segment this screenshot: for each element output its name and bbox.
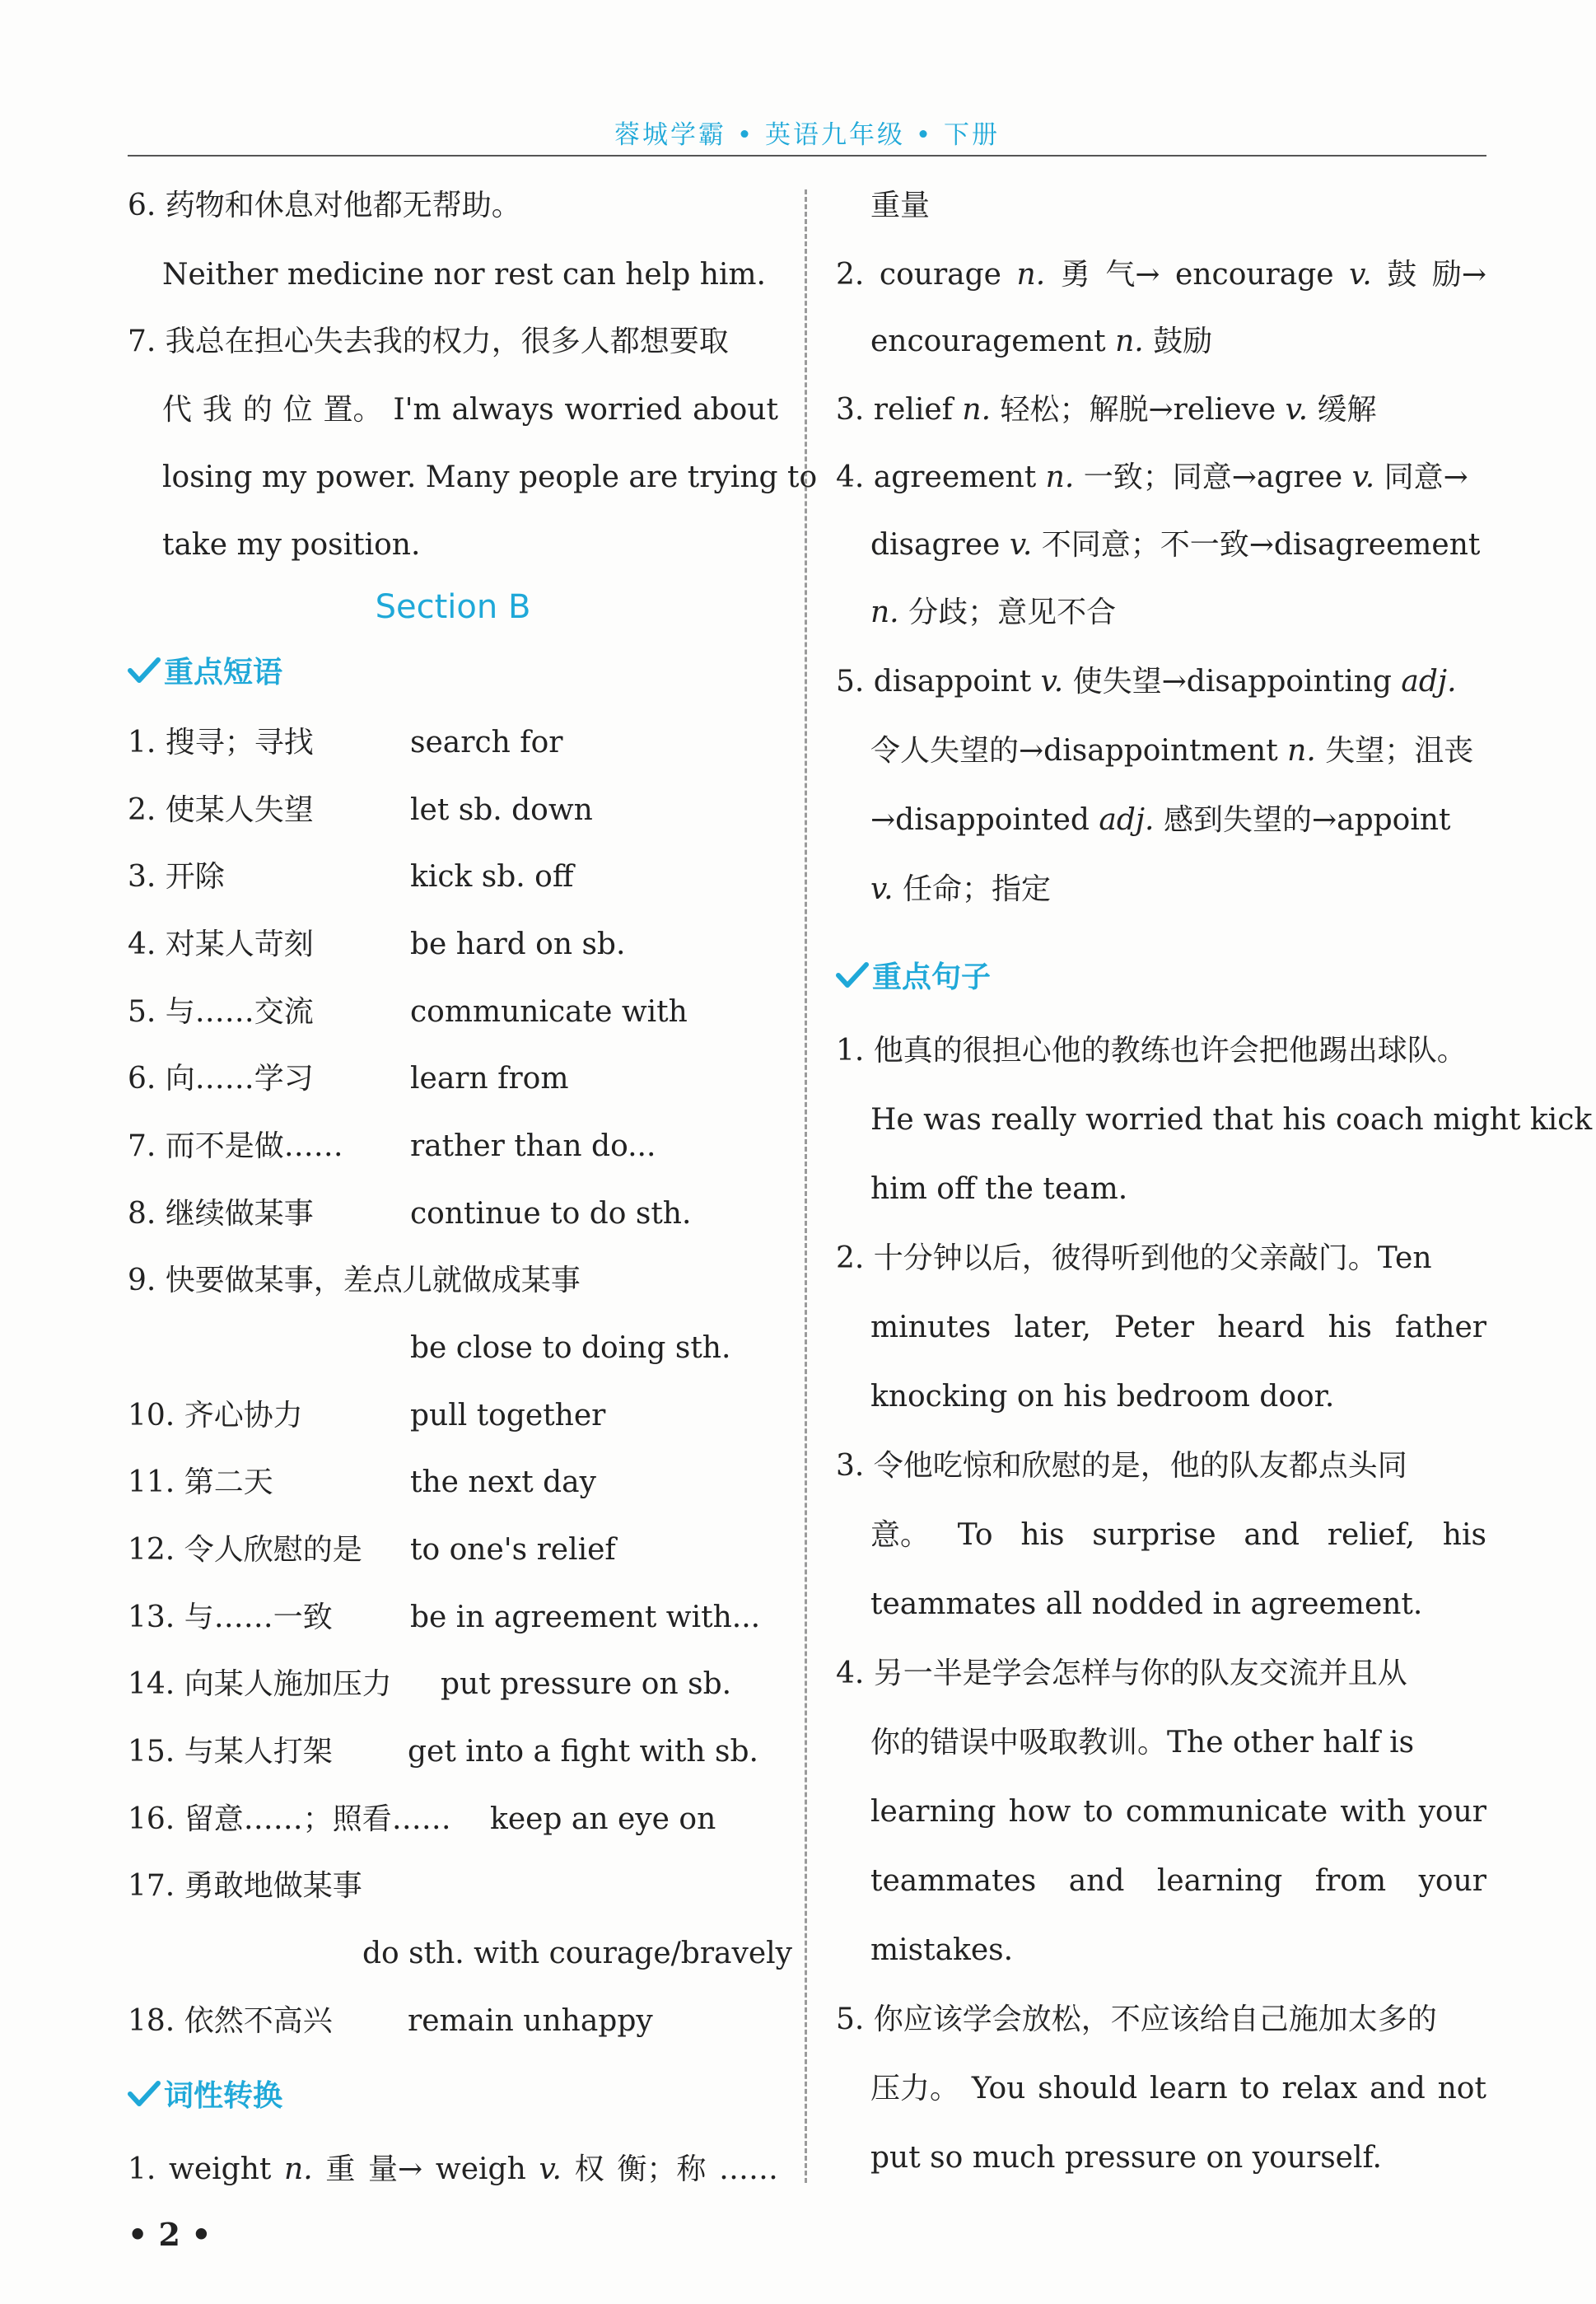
word-form-4-line-3: n. 分歧；意见不合: [870, 596, 1117, 629]
sentence-4-line-2: 你的错误中吸取教训。The other half is: [870, 1726, 1415, 1760]
word-form-3: 3. relief n. 轻松；解脱→relieve v. 缓解: [836, 393, 1377, 427]
heading-key-phrases: 重点短语: [128, 649, 282, 691]
item-7-line-1: 7. 我总在担心失去我的权力，很多人都想要取: [128, 325, 729, 358]
sentence-1-line-2: He was really worried that his coach might kick: [870, 1103, 1593, 1137]
item-7-line-4: take my position.: [162, 528, 421, 562]
sentence-2-line-3: knocking on his bedroom door.: [870, 1380, 1335, 1414]
sentence-1-line-3: him off the team.: [870, 1172, 1128, 1206]
word-form-2-line-1: 2. courage n. 勇 气→ encourage v. 鼓 励→: [836, 258, 1486, 292]
sentence-4-line-3: learning how to communicate with your: [870, 1795, 1486, 1829]
sentence-5-line-3: put so much pressure on yourself.: [870, 2141, 1382, 2175]
item-6-english: Neither medicine nor rest can help him.: [162, 258, 766, 292]
sentence-3-line-3: teammates all nodded in agreement.: [870, 1587, 1423, 1621]
heading-key-sentences: 重点句子: [836, 954, 991, 996]
sentence-5-line-2: 压力。 You should learn to relax and not: [870, 2072, 1486, 2105]
sentence-2-line-1: 2. 十分钟以后，彼得听到他的父亲敲门。Ten: [836, 1241, 1432, 1275]
word-form-4-line-2: disagree v. 不同意；不一致→disagreement: [870, 528, 1481, 562]
sentence-4-line-4: teammates and learning from your: [870, 1864, 1486, 1898]
section-title: Section B: [375, 588, 531, 626]
header-rule: [128, 155, 1486, 157]
sentence-1-line-1: 1. 他真的很担心他的教练也许会把他踢出球队。: [836, 1034, 1467, 1068]
word-form-1-continuation: 重量: [870, 189, 931, 222]
sentence-2-line-2: minutes later, Peter heard his father: [870, 1311, 1486, 1344]
word-form-5-line-3: →disappointed adj. 感到失望的→appoint: [870, 803, 1451, 837]
sentence-3-line-2: 意。 To his surprise and relief, his: [870, 1518, 1486, 1552]
page: 蓉城学霸 • 英语九年级 • 下册 6. 药物和休息对他都无帮助。 Neither medicine nor rest can help him. 7. 我总在担心失去我的权力，很多人都想要取 代 我 的 位 置。 I'm always worried about losing my power. Many people are trying to take my position. Section B 重点短语 1. 搜寻；寻找 search for 2. 使某人失望 let sb. down 3. 开除 kick sb. off 4. 对某人苛刻 be hard on sb. 5. 与……交流 communicate with 6. 向……学习 learn from 7. 而不是做…… rather than do... 8. 继续做某事 continue to do sth. 9. 快要做某事，差点儿就做成某事 be close to doing sth. 10. 齐心协力 pull together 11. 第二天 the next day 12. 令人欣慰的是 to one's relief 13. 与……一致 be in agreement with... 14. 向某人施加压力 put pressure on sb. 15. 与某人打架 get into a fight with sb. 16. 留意……；照看…… keep an eye on 17. 勇敢地做某事 do sth. with courage/bravely 18. 依然不高兴 remain unhappy 词性转换 1. weight n. 重 量→ weigh v. 权 衡；称 …… 重量 2. courage n. 勇 气→ encourage v. 鼓 励→ encouragement n. 鼓励 3. relief n. 轻松；解脱→relieve v. 缓解 4. agreement n. 一致；同意→agree v. 同意→ disagree v. 不同意；不一致→disagreement n. 分歧；意见不合 5. disappoint v. 使失望→disappointing adj. 令人失望的→disappointment n. 失望；沮丧 →disappointed adj. 感到失望的→appoint v. 任命；指定 重点句子 1. 他真的很担心他的教练也许会把他踢出球队。 He was really worried that his coach might kick him off the team. 2. 十分钟以后，彼得听到他的父亲敲门。Ten minutes later, Peter heard his father knocking on his bedroom door. 3. 令他吃惊和欣慰的是，他的队友都点头同 意。 To his surprise and relief, his teammates all nodded in agreement. 4. 另一半是学会怎样与你的队友交流并且从 你的错误中吸取教训。The other half is learning how to communicate with your teammates and learning from your mistakes. 5. 你应该学会放松，不应该给自己施加太多的 压力。 You should learn to relax and not put so much pressure on yourself. • 2 •: [0, 0, 1596, 2304]
item-6-chinese: 6. 药物和休息对他都无帮助。: [128, 189, 521, 222]
word-form-5-line-1: 5. disappoint v. 使失望→disappointing adj.: [836, 665, 1457, 699]
sentence-4-line-1: 4. 另一半是学会怎样与你的队友交流并且从: [836, 1657, 1407, 1690]
word-form-4-line-1: 4. agreement n. 一致；同意→agree v. 同意→: [836, 460, 1468, 494]
check-icon: [128, 2080, 161, 2108]
word-form-5-line-2: 令人失望的→disappointment n. 失望；沮丧: [870, 734, 1474, 768]
check-icon: [128, 657, 161, 685]
word-form-2-line-2: encouragement n. 鼓励: [870, 325, 1213, 358]
heading-word-forms: 词性转换: [128, 2073, 282, 2115]
sentence-5-line-1: 5. 你应该学会放松，不应该给自己施加太多的: [836, 2003, 1437, 2036]
item-7-line-2: 代 我 的 位 置。 I'm always worried about: [162, 393, 778, 427]
sentence-3-line-1: 3. 令他吃惊和欣慰的是，他的队友都点头同: [836, 1449, 1407, 1483]
word-form-1: 1. weight n. 重 量→ weigh v. 权 衡；称 ……: [128, 2152, 778, 2186]
check-icon: [836, 961, 869, 989]
word-form-5-line-4: v. 任命；指定: [870, 872, 1051, 906]
sentence-4-line-5: mistakes.: [870, 1933, 1014, 1967]
running-header: 蓉城学霸 • 英语九年级 • 下册: [614, 120, 1000, 150]
item-7-line-3: losing my power. Many people are trying to: [162, 460, 818, 494]
page-number: • 2 •: [128, 2216, 212, 2253]
